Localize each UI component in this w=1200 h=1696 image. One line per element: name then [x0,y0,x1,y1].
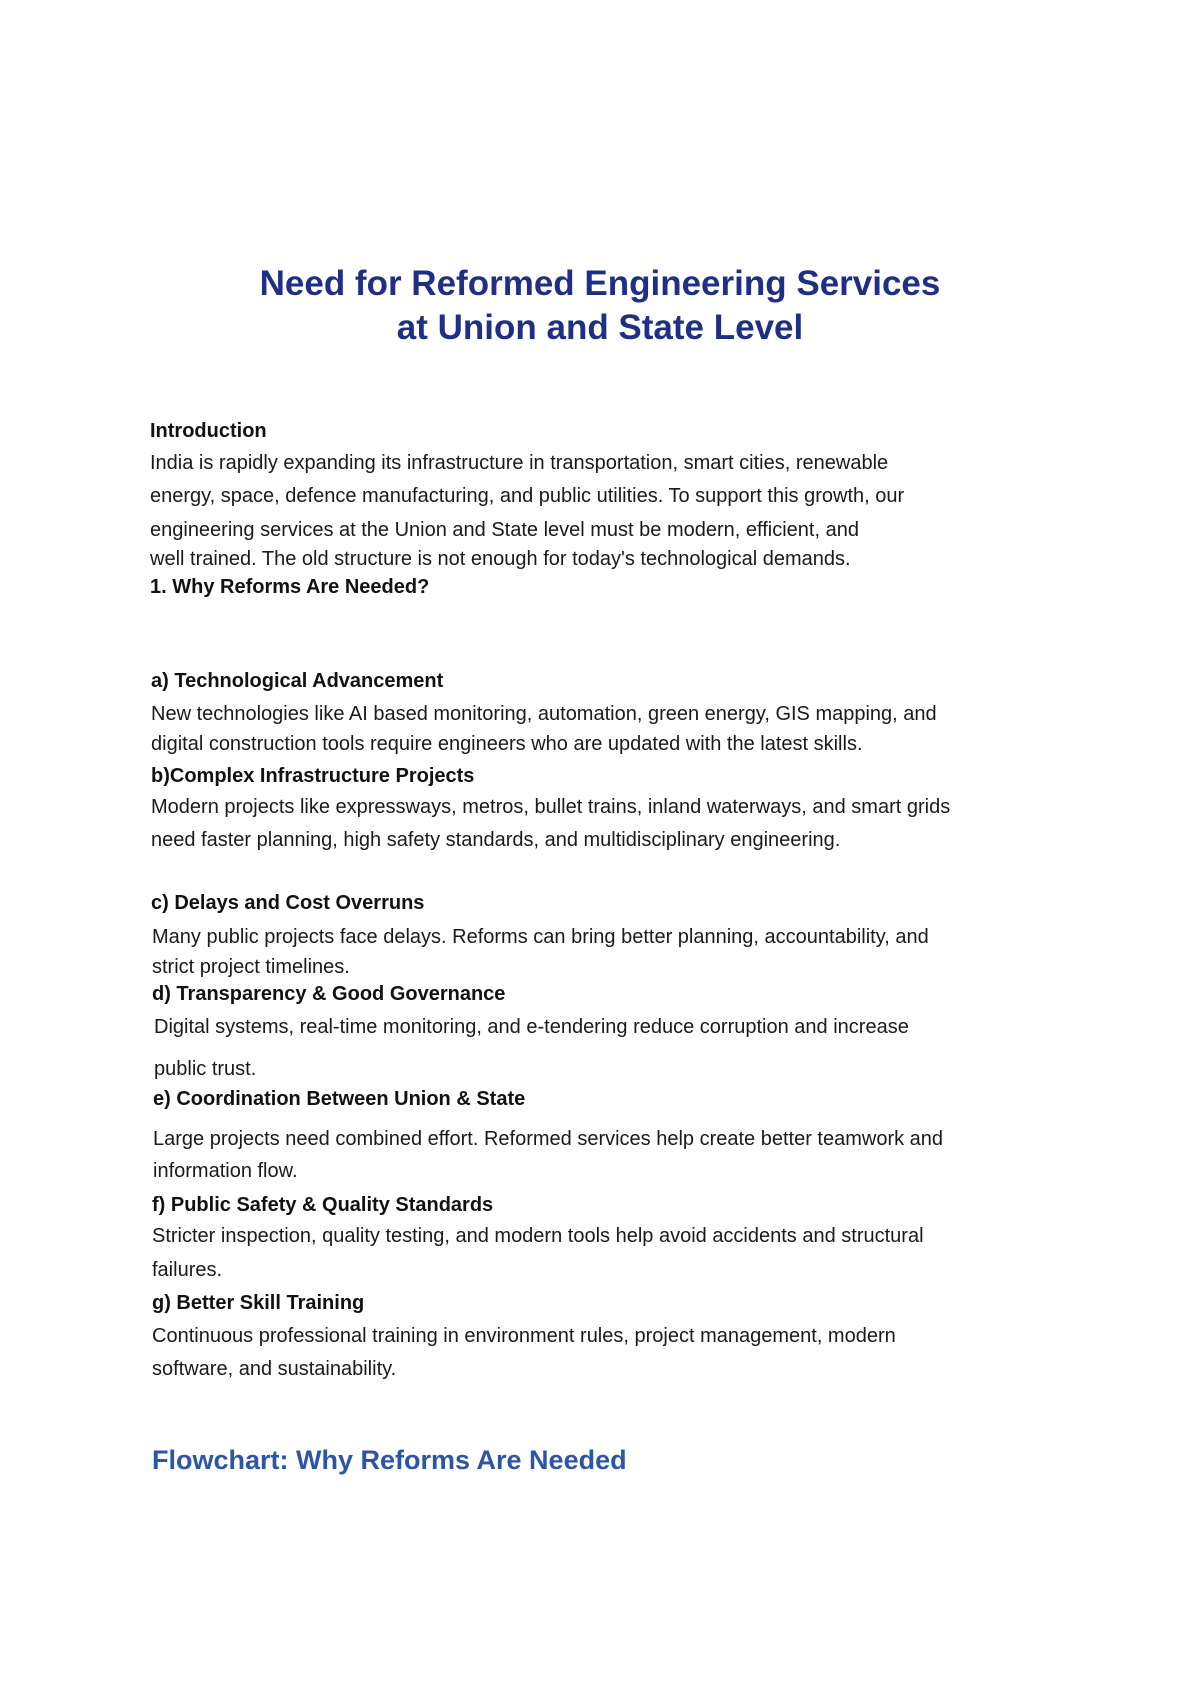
item-text-line: digital construction tools require engineers who are updated with the latest skills. [151,733,863,755]
introduction-heading: Introduction [150,420,267,442]
item-heading-coordination: e) Coordination Between Union & State [153,1088,526,1110]
document-title-line-2: at Union and State Level [396,308,804,347]
item-text-line: Modern projects like expressways, metros, bullet trains, inland waterways, and smart grids [151,796,951,818]
item-text-line: strict project timelines. [152,956,350,978]
item-text-line: information flow. [153,1160,298,1182]
item-heading-skill-training: g) Better Skill Training [152,1292,365,1314]
intro-line: energy, space, defence manufacturing, and public utilities. To support this growth, our [150,485,905,507]
item-text-line: New technologies like AI based monitoring, automation, green energy, GIS mapping, and [151,703,937,725]
section-heading-why-reforms: 1. Why Reforms Are Needed? [150,576,430,598]
item-heading-technological-advancement: a) Technological Advancement [151,670,444,692]
item-text-line: software, and sustainability. [152,1358,397,1380]
flowchart-heading: Flowchart: Why Reforms Are Needed [152,1445,627,1475]
item-text-line: Stricter inspection, quality testing, and modern tools help avoid accidents and structural [152,1225,924,1247]
item-heading-transparency-governance: d) Transparency & Good Governance [152,983,506,1005]
intro-line: India is rapidly expanding its infrastructure in transportation, smart cities, renewable [150,452,889,474]
document-title-line-1: Need for Reformed Engineering Services [259,264,941,303]
intro-line: well trained. The old structure is not enough for today's technological demands. [150,548,851,570]
item-text-line: Digital systems, real-time monitoring, and e-tendering reduce corruption and increase [154,1016,909,1038]
item-heading-public-safety: f) Public Safety & Quality Standards [152,1194,494,1216]
item-text-line: need faster planning, high safety standards, and multidisciplinary engineering. [151,829,841,851]
document-title [0,262,1200,350]
intro-line: engineering services at the Union and State level must be modern, efficient, and [150,519,859,541]
item-text-line: public trust. [154,1058,257,1080]
item-text-line: Continuous professional training in environment rules, project management, modern [152,1325,896,1347]
item-heading-complex-infrastructure: b)Complex Infrastructure Projects [151,765,475,787]
item-text-line: Large projects need combined effort. Reformed services help create better teamwork and [153,1128,944,1150]
item-text-line: failures. [152,1259,223,1281]
item-text-line: Many public projects face delays. Reforms can bring better planning, accountability, and [152,926,929,948]
item-heading-delays-cost-overruns: c) Delays and Cost Overruns [151,892,425,914]
